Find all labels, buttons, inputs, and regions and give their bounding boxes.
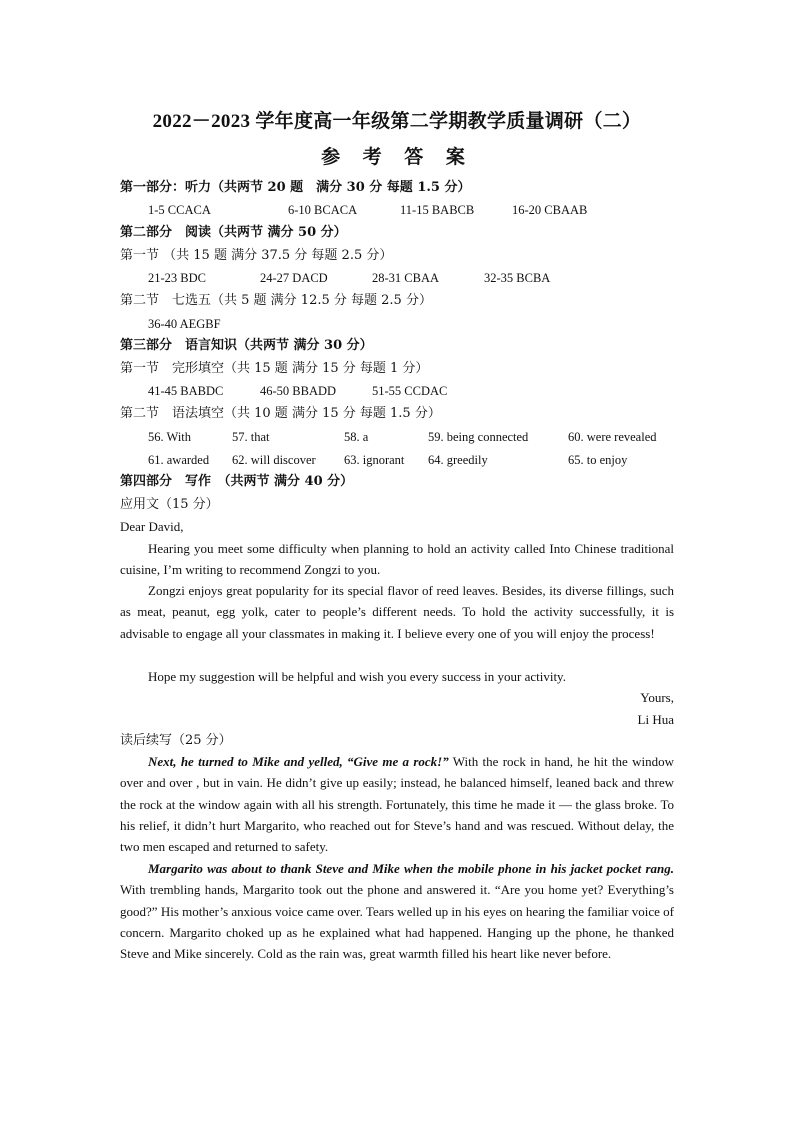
continuation-label: 读后续写（25 分） xyxy=(120,733,232,748)
answer-group: 51-55 CCDAC xyxy=(372,384,448,398)
grammar-answer: 59. being connected xyxy=(428,430,529,444)
answer-group: 24-27 DACD xyxy=(260,271,328,285)
answer-group: 21-23 BDC xyxy=(148,271,206,285)
answer-group: 41-45 BABDC xyxy=(148,384,224,398)
grammar-answer: 61. awarded xyxy=(148,453,210,467)
part2-heading: 第二部分 阅读（共两节 满分 50 分） xyxy=(120,225,347,240)
letter-paragraph: Zongzi enjoys great popularity for its special flavor of reed leaves. Besides, its diverse fillings, such as meat, peanut, egg yolk, cater to people’s different needs. To hold the activity successfully, it is advisable to engage all your classmates in making it. I believe every one of you will enjoy the process! xyxy=(120,583,674,641)
grammar-answer: 63. ignorant xyxy=(344,453,405,467)
grammar-answer: 65. to enjoy xyxy=(568,453,628,467)
letter-greeting: Dear David, xyxy=(120,519,184,534)
answer-group: 6-10 BCACA xyxy=(288,203,358,217)
letter-signature: Li Hua xyxy=(637,712,674,727)
paragraph-lead-sentence: Margarito was about to thank Steve and Mike when the mobile phone in his jacket pocket rang. xyxy=(148,861,674,876)
paragraph-lead-sentence: Next, he turned to Mike and yelled, “Give me a rock!” xyxy=(148,754,449,769)
part2-section2-heading: 第二节 七选五（共 5 题 满分 12.5 分 每题 2.5 分） xyxy=(120,293,432,308)
part3-section2-heading: 第二节 语法填空（共 10 题 满分 15 分 每题 1.5 分） xyxy=(120,406,441,421)
answer-group: 28-31 CBAA xyxy=(372,271,440,285)
letter-label: 应用文（15 分） xyxy=(120,497,219,512)
part3-section1-heading: 第一节 完形填空（共 15 题 满分 15 分 每题 1 分） xyxy=(120,361,429,376)
answer-group: 16-20 CBAAB xyxy=(512,203,588,217)
part2-section1-heading: 第一节 （共 15 题 满分 37.5 分 每题 2.5 分） xyxy=(120,248,393,263)
letter-closing: Yours, xyxy=(640,690,674,705)
grammar-answer: 62. will discover xyxy=(232,453,316,467)
grammar-answer: 57. that xyxy=(232,430,270,444)
answer-group: 1-5 CCACA xyxy=(148,203,211,217)
answer-group: 32-35 BCBA xyxy=(484,271,551,285)
part1-heading: 第一部分：听力（共两节 20 题 满分 30 分 每题 1.5 分） xyxy=(120,180,471,195)
grammar-answer: 64. greedily xyxy=(428,453,488,467)
grammar-answer: 56. With xyxy=(148,430,192,444)
part4-heading: 第四部分 写作 （共两节 满分 40 分） xyxy=(120,474,354,489)
letter-paragraph: Hearing you meet some difficulty when planning to hold an activity called Into Chinese traditional cuisine, I’m writing to recommend Zongzi to you. xyxy=(120,541,674,578)
answer-group: 46-50 BBADD xyxy=(260,384,337,398)
grammar-answer: 60. were revealed xyxy=(568,430,657,444)
paragraph-body: With trembling hands, Margarito took out the phone and answered it. “Are you home yet? Everything’s good?” His mother’s anxious voice came over. Tears welled up in his eyes on hearing the familiar voice of concern. Margarito choked up as he explained what had happened. Hanging up the phone, he thanked Steve and Mike sincerely. Cold as the rain was, great warmth filled his heart like never before. xyxy=(120,882,674,962)
paragraph-body: With the rock in hand, he hit the window over and over , but in vain. He didn’t give up easily; instead, he balanced himself, leaned back and threw the rock at the window again with all his strength. Fortunately, this time he made it — the glass broke. To his relief, it didn’t hurt Margarito, who reached out for Steve’s hand and was rescued. Without delay, the two men escaped and returned to safety. xyxy=(120,754,674,855)
answer-group: 11-15 BABCB xyxy=(400,203,475,217)
answer-group: 36-40 AEGBF xyxy=(148,317,221,331)
continuation-paragraph xyxy=(120,858,674,964)
part3-heading: 第三部分 语言知识（共两节 满分 30 分） xyxy=(120,338,373,353)
continuation-paragraph xyxy=(120,751,674,857)
page-subtitle: 参 考 答 案 xyxy=(321,146,473,168)
page-title: 2022－2023 学年度高一年级第二学期教学质量调研（二） xyxy=(152,111,642,132)
grammar-answer: 58. a xyxy=(344,430,369,444)
letter-paragraph: Hope my suggestion will be helpful and wish you every success in your activity. xyxy=(148,669,566,684)
